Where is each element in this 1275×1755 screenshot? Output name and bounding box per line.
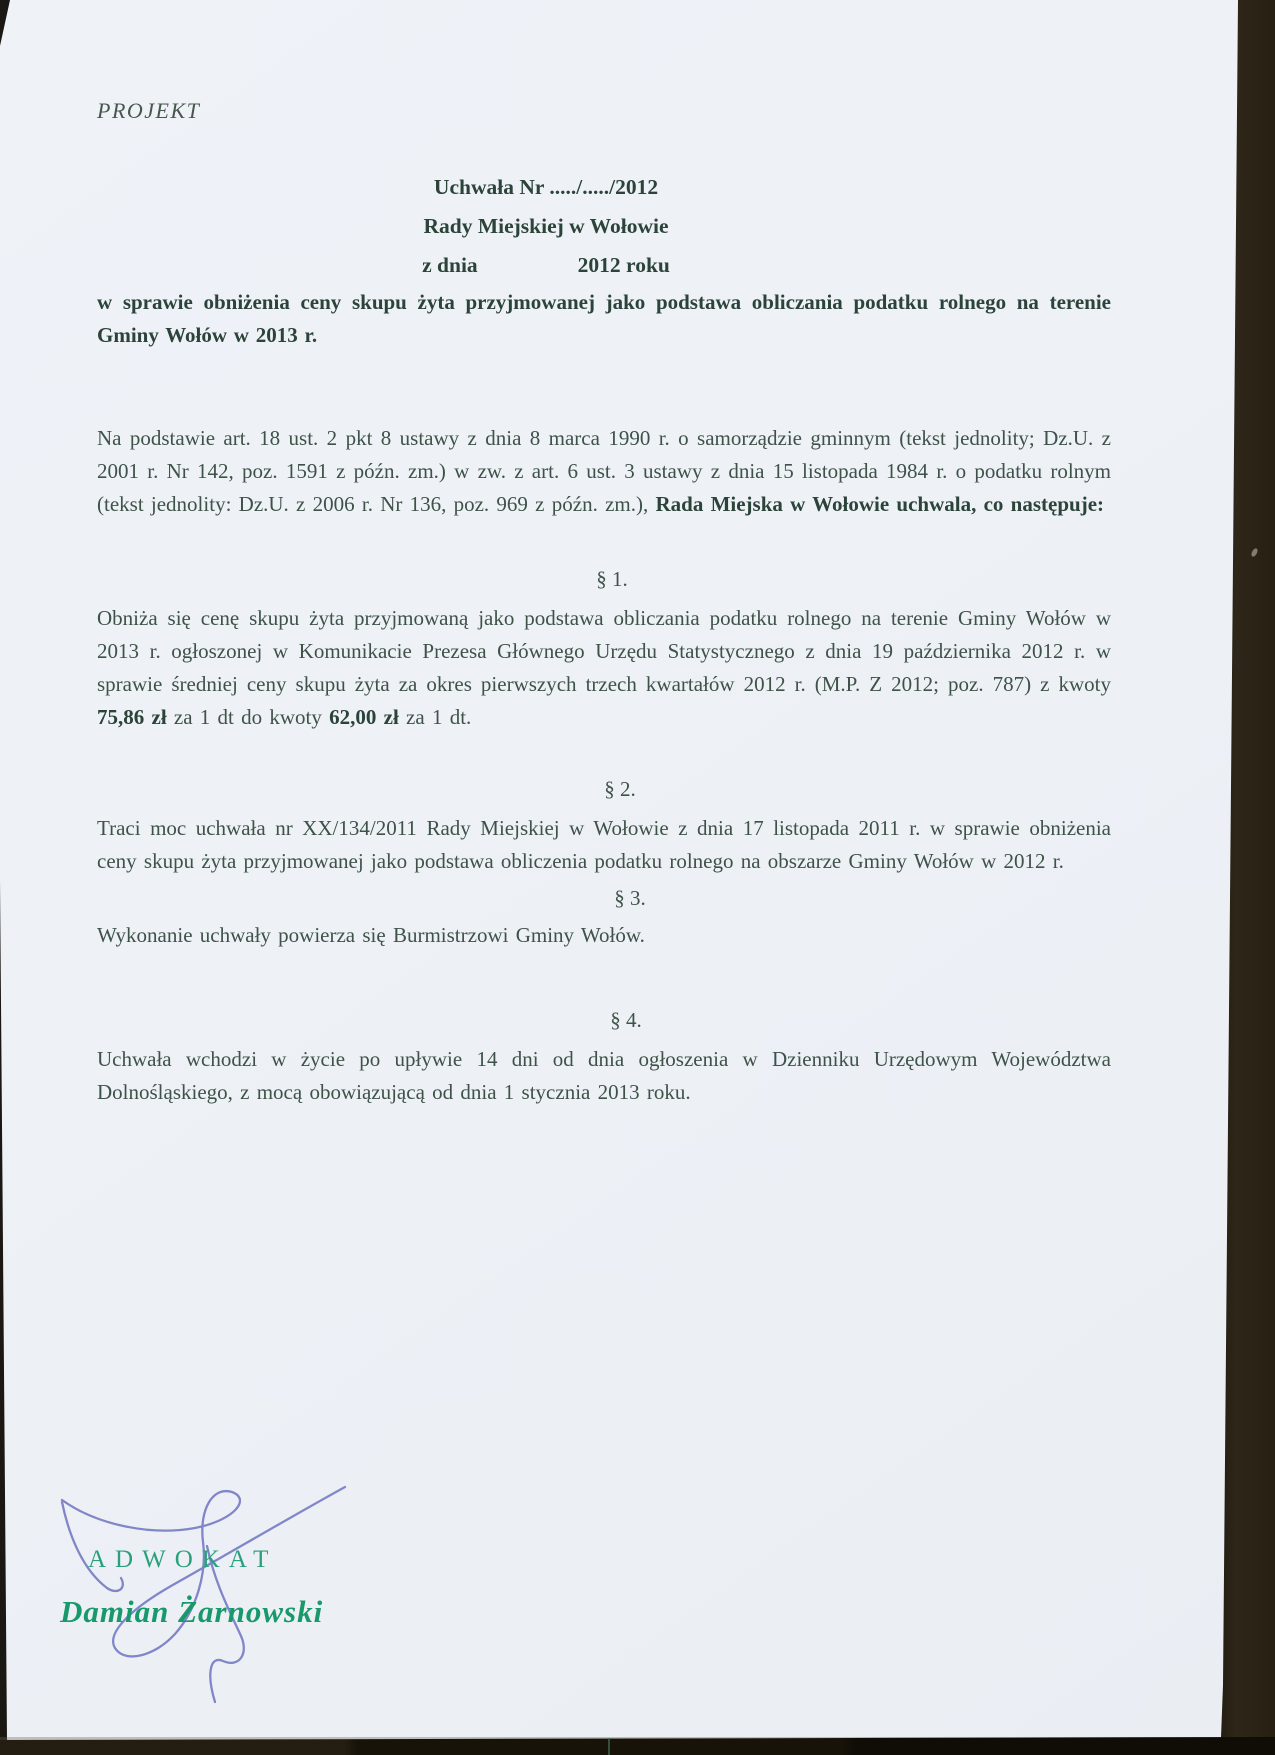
draft-label: PROJEKT: [97, 98, 201, 123]
document-body: [97, 0, 1111, 1109]
resolution-title: [97, 168, 1111, 285]
scan-edge-bottom-left: [0, 880, 7, 1740]
scan-border-right: [1215, 0, 1275, 1755]
enacting-clause: Rada Miejska w Wołowie uchwala, co następuje:: [655, 492, 1105, 516]
section-3-heading: § 3.: [614, 886, 646, 910]
section-3-paragraph: [97, 919, 1111, 952]
section-2-heading: § 2.: [604, 777, 636, 801]
section-2-paragraph: [97, 812, 1111, 878]
scan-border-bottom: [0, 1737, 1275, 1755]
highlighted-amount: 75,86 zł: [97, 705, 167, 729]
paragraph-text: Traci moc uchwała nr XX/134/2011 Rady Miejskiej w Wołowie z dnia 17 listopada 2011 r. w sprawie obniżenia ceny skupu żyta przyjmowanej jako podstawa obliczenia podatku rolnego na obszarze Gminy Wołów w 2012 r.: [97, 816, 1111, 873]
title-date-prefix: z dnia: [422, 253, 478, 277]
paragraph-text: Wykonanie uchwały powierza się Burmistrzowi Gminy Wołów.: [97, 923, 645, 947]
paragraph-text: Uchwała wchodzi w życie po upływie 14 dni od dnia ogłoszenia w Dzienniku Urzędowym Województwa Dolnośląskiego, z mocą obowiązującą od dnia 1 stycznia 2013 roku.: [97, 1047, 1111, 1104]
legal-basis-paragraph: [97, 422, 1111, 521]
title-line-date: [97, 246, 995, 285]
section-4-heading: § 4.: [610, 1008, 642, 1032]
title-date-year: 2012 roku: [577, 253, 670, 277]
legal-basis-text: Na podstawie art. 18 ust. 2 pkt 8 ustawy z dnia 8 marca 1990 r. o samorządzie gminnym (tekst jednolity; Dz.U. z 2001 r. Nr 142, poz. 1591 z późn. zm.) w zw. z art. 6 ust. 3 ustawy z dnia 15 listopada 1984 r. o podatku rolnym (tekst jednolity: Dz.U. z 2006 r. Nr 136, poz. 969 z późn. zm.),: [97, 426, 1111, 516]
paragraph-text: za 1 dt.: [398, 705, 472, 729]
title-line-number: Uchwała Nr ...../...../2012: [433, 175, 659, 199]
section-4-paragraph: [97, 1043, 1111, 1109]
paragraph-text: Obniża się cenę skupu żyta przyjmowaną jako podstawa obliczania podatku rolnego na terenie Gminy Wołów w 2013 r. ogłoszonej w Komunikacie Prezesa Głównego Urzędu Statystycznego z dnia 19 października 2012 r. w sprawie średniej ceny skupu żyta za okres pierwszych trzech kwartałów 2012 r. (M.P. Z 2012; poz. 787) z kwoty: [97, 606, 1111, 696]
section-1-heading: § 1.: [596, 567, 628, 591]
section-1-paragraph: [97, 602, 1111, 734]
scan-edge-top-left: [0, 0, 10, 46]
highlighted-amount: 62,00 zł: [329, 705, 399, 729]
scan-artifact-line: [608, 1738, 610, 1755]
handwritten-signature: [35, 1462, 365, 1722]
title-line-council: Rady Miejskiej w Wołowie: [423, 214, 669, 238]
stamp-role-label: ADWOKAT: [88, 1546, 278, 1573]
paragraph-text: za 1 dt do kwoty: [166, 705, 330, 729]
resolution-subject: w sprawie obniżenia ceny skupu żyta przyjmowanej jako podstawa obliczania podatku rolnego na terenie Gminy Wołów w 2013 r.: [97, 290, 1111, 347]
stamp-name-label: Damian Żarnowski: [60, 1594, 324, 1629]
